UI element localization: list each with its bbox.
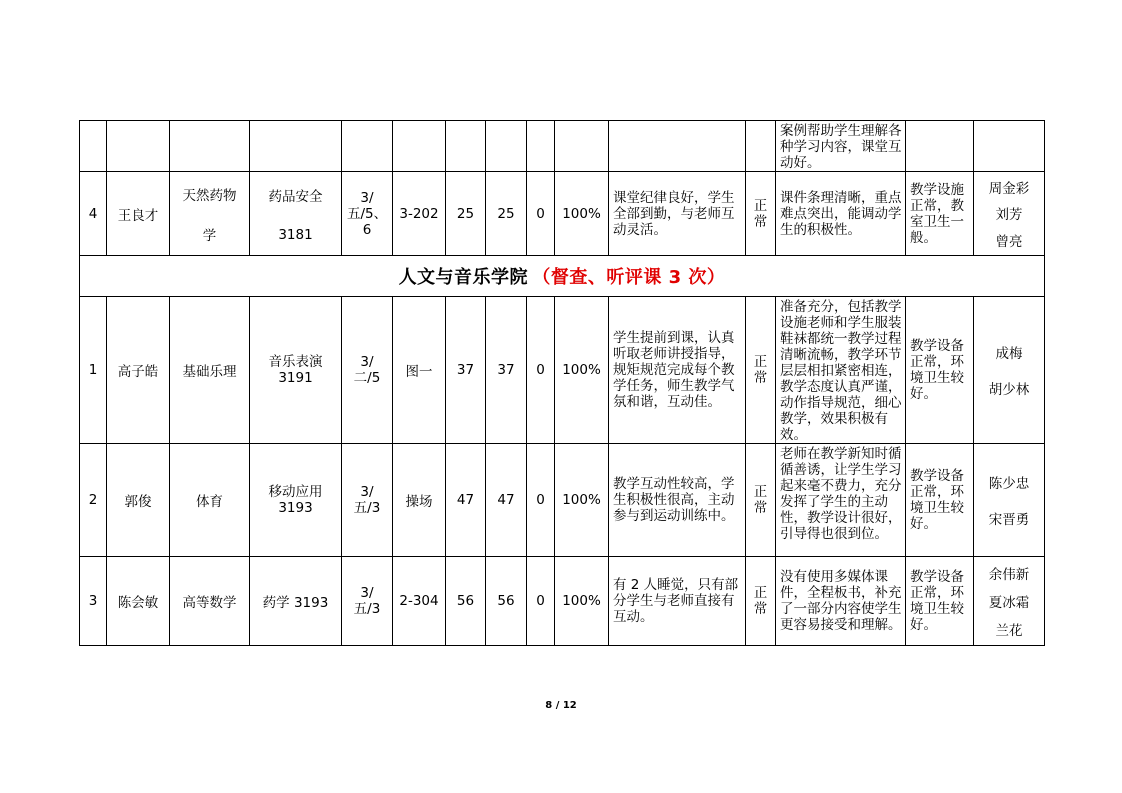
teacher-name: 高子皓: [107, 297, 170, 444]
actual-count: 47: [486, 444, 527, 557]
teacher-name: [107, 121, 170, 172]
expected-count: 56: [446, 557, 486, 646]
course-name: [170, 121, 250, 172]
expected-count: [446, 121, 486, 172]
supervisors: [974, 444, 1045, 557]
facility-note: [906, 121, 974, 172]
facility-note: 教学设备正常，环境卫生较好。: [906, 297, 974, 444]
classroom: 3-202: [393, 172, 446, 256]
facility-note: 教学设施正常，教室卫生一般。: [906, 172, 974, 256]
supervisor-name: 兰花: [995, 623, 1023, 639]
row-number: 1: [80, 297, 107, 444]
supervisor-name: 宋晋勇: [988, 512, 1030, 528]
class-name: 药学 3193: [250, 557, 342, 646]
facility-note: 教学设备正常，环境卫生较好。: [906, 557, 974, 646]
actual-count: 37: [486, 297, 527, 444]
status: 正常: [746, 557, 776, 646]
class-time: 3/五/3: [342, 444, 393, 557]
classroom: 操场: [393, 444, 446, 557]
row-number: 2: [80, 444, 107, 557]
supervisor-name: 周金彩: [988, 180, 1030, 197]
teaching-note: 老师在教学新知时循循善诱，让学生学习起来毫不费力，充分发挥了学生的主动性，教学设计很好，引导得也很到位。: [776, 444, 906, 557]
teaching-note: 准备充分，包括教学设施老师和学生服装鞋袜都统一教学过程清晰流畅，教学环节层层相扣紧密相连，教学态度认真严谨，动作指导规范，细心教学，效果积极有效。: [776, 297, 906, 444]
discipline-note: 有 2 人睡觉，只有部分学生与老师直接有互动。: [609, 557, 746, 646]
teacher-name: 郭俊: [107, 444, 170, 557]
discipline-note: [609, 121, 746, 172]
attendance-rate: [555, 121, 609, 172]
supervisors: [974, 297, 1045, 444]
classroom: 2-304: [393, 557, 446, 646]
class-name: [250, 121, 342, 172]
table-row: [80, 444, 1045, 557]
classroom: [393, 121, 446, 172]
section-header: [80, 256, 1045, 297]
supervisor-name: 成梅: [995, 346, 1023, 362]
row-number: 4: [80, 172, 107, 256]
class-name: 音乐表演3191: [250, 297, 342, 444]
status: 正常: [746, 172, 776, 256]
row-number: [80, 121, 107, 172]
supervisor-name: 刘芳: [995, 207, 1023, 224]
section-note: （督查、听评课 3 次）: [532, 267, 726, 288]
teacher-name: 陈会敏: [107, 557, 170, 646]
absent-count: 0: [527, 557, 555, 646]
status: [746, 121, 776, 172]
class-name: [250, 172, 342, 256]
status: 正常: [746, 444, 776, 557]
facility-note: 教学设备正常，环境卫生较好。: [906, 444, 974, 557]
teaching-note: 没有使用多媒体课件，全程板书，补充了一部分内容使学生更容易接受和理解。: [776, 557, 906, 646]
actual-count: 56: [486, 557, 527, 646]
attendance-rate: 100%: [555, 297, 609, 444]
class-name-line: 3181: [278, 226, 313, 243]
table-row: [80, 172, 1045, 256]
attendance-rate: 100%: [555, 557, 609, 646]
attendance-rate: 100%: [555, 172, 609, 256]
teaching-note: 案例帮助学生理解各种学习内容，课堂互动好。: [776, 121, 906, 172]
discipline-note: 课堂纪律良好，学生全部到勤，与老师互动灵活。: [609, 172, 746, 256]
row-number: 3: [80, 557, 107, 646]
course-name-line: 学: [202, 227, 217, 244]
actual-count: [486, 121, 527, 172]
supervisors: [974, 121, 1045, 172]
supervisors: [974, 172, 1045, 256]
supervisor-name: 夏冰霜: [988, 595, 1030, 611]
absent-count: [527, 121, 555, 172]
actual-count: 25: [486, 172, 527, 256]
expected-count: 25: [446, 172, 486, 256]
supervisor-name: 胡少林: [988, 382, 1030, 398]
course-name: 高等数学: [170, 557, 250, 646]
course-name: 体育: [170, 444, 250, 557]
class-time: 3/二/5: [342, 297, 393, 444]
page-number: 8 / 12: [545, 700, 577, 711]
discipline-note: 学生提前到课，认真听取老师讲授指导，规矩规范完成每个教学任务，师生教学气氛和谐，互动佳。: [609, 297, 746, 444]
course-name: 基础乐理: [170, 297, 250, 444]
teacher-name: 王良才: [107, 172, 170, 256]
absent-count: 0: [527, 172, 555, 256]
inspection-table: [79, 120, 1045, 646]
table-row: [80, 121, 1045, 172]
course-name: [170, 172, 250, 256]
attendance-rate: 100%: [555, 444, 609, 557]
teaching-note: 课件条理清晰，重点难点突出，能调动学生的积极性。: [776, 172, 906, 256]
supervisor-name: 曾亮: [995, 234, 1023, 251]
section-header-row: [80, 256, 1045, 297]
class-name: 移动应用3193: [250, 444, 342, 557]
course-name-line: 天然药物: [182, 187, 237, 204]
absent-count: 0: [527, 297, 555, 444]
class-time: 3/五/5、6: [342, 172, 393, 256]
table-row: [80, 557, 1045, 646]
class-time: 3/五/3: [342, 557, 393, 646]
supervisors: [974, 557, 1045, 646]
supervisor-name: 陈少忠: [988, 476, 1030, 492]
class-name-line: 药品安全: [268, 188, 323, 205]
supervisor-name: 余伟新: [988, 567, 1030, 583]
expected-count: 47: [446, 444, 486, 557]
classroom: 图一: [393, 297, 446, 444]
section-title: 人文与音乐学院: [398, 267, 529, 288]
table-row: [80, 297, 1045, 444]
absent-count: 0: [527, 444, 555, 557]
expected-count: 37: [446, 297, 486, 444]
status: 正常: [746, 297, 776, 444]
class-time: [342, 121, 393, 172]
discipline-note: 教学互动性较高，学生积极性很高，主动参与到运动训练中。: [609, 444, 746, 557]
